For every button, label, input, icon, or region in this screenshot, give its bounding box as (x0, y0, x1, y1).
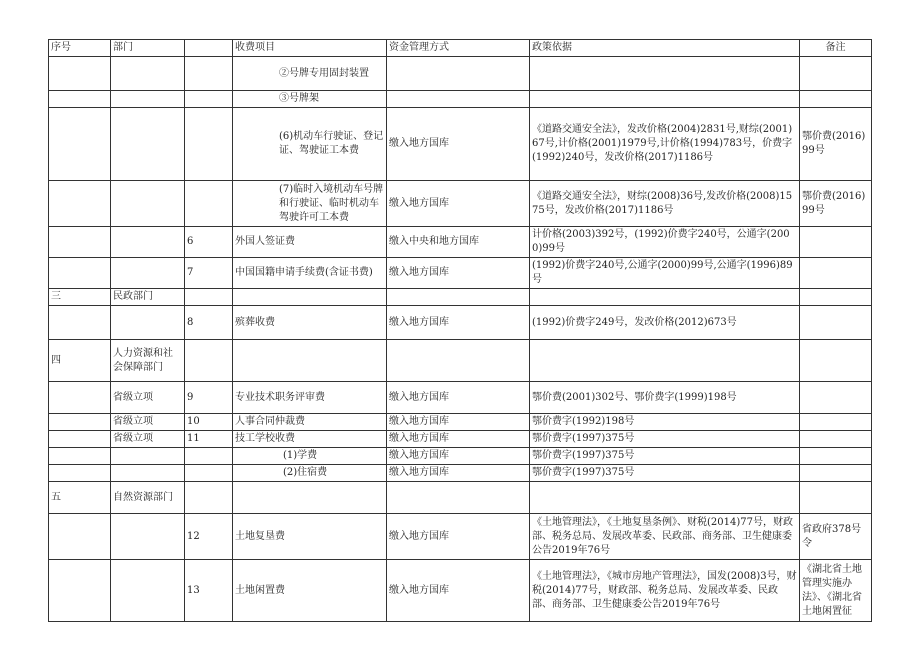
cell-dept (111, 465, 185, 482)
cell-seq (49, 382, 111, 414)
cell-fund: 缴入地方国库 (387, 514, 530, 560)
cell-fund (387, 91, 530, 108)
cell-dept (111, 91, 185, 108)
cell-note (800, 431, 872, 448)
cell-policy: 鄂价费字(1992)198号 (530, 414, 800, 431)
table-row (49, 108, 872, 181)
cell-seq (49, 414, 111, 431)
cell-fund: 缴入地方国库 (387, 414, 530, 431)
cell-num: 10 (185, 414, 233, 431)
cell-policy (530, 91, 800, 108)
cell-dept (111, 181, 185, 227)
table-row (49, 289, 872, 306)
cell-item: (7)临时入境机动车号牌和行驶证、临时机动车驾驶许可工本费 (233, 181, 387, 227)
cell-dept (111, 514, 185, 560)
table-row (49, 57, 872, 91)
cell-item: (6)机动车行驶证、登记证、驾驶证工本费 (233, 108, 387, 181)
header-item: 收费项目 (233, 40, 387, 57)
cell-item: 外国人签证费 (233, 227, 387, 258)
cell-item: 人事合同仲裁费 (233, 414, 387, 431)
cell-note: 省政府378号令 (800, 514, 872, 560)
cell-seq (49, 91, 111, 108)
cell-dept (111, 57, 185, 91)
cell-fund: 缴入地方国库 (387, 181, 530, 227)
table-row (49, 465, 872, 482)
table-row (49, 414, 872, 431)
cell-note (800, 465, 872, 482)
cell-fund (387, 57, 530, 91)
cell-fund: 缴入中央和地方国库 (387, 227, 530, 258)
table-row (49, 258, 872, 289)
cell-note (800, 340, 872, 382)
cell-note (800, 227, 872, 258)
cell-note (800, 306, 872, 340)
cell-dept: 省级立项 (111, 382, 185, 414)
cell-num: 11 (185, 431, 233, 448)
cell-num: 9 (185, 382, 233, 414)
cell-seq: 五 (49, 482, 111, 514)
header-num (185, 40, 233, 57)
cell-policy (530, 289, 800, 306)
cell-dept: 省级立项 (111, 414, 185, 431)
header-dept: 部门 (111, 40, 185, 57)
cell-policy: 《道路交通安全法》，发改价格(2004)2831号,财综(2001)67号,计价格(2001)1979号,计价格(1994)783号，价费字(1992)240号，发改价格(2017)1186号 (530, 108, 800, 181)
table-row (49, 227, 872, 258)
cell-item: 殡葬收费 (233, 306, 387, 340)
cell-policy: 鄂价费(2001)302号、鄂价费字(1999)198号 (530, 382, 800, 414)
cell-num (185, 340, 233, 382)
cell-seq (49, 448, 111, 465)
cell-fund (387, 340, 530, 382)
cell-dept: 省级立项 (111, 431, 185, 448)
cell-num (185, 448, 233, 465)
table-row (49, 306, 872, 340)
cell-item: ②号牌专用固封装置 (233, 57, 387, 91)
cell-num (185, 289, 233, 306)
cell-item (233, 482, 387, 514)
cell-policy: 鄂价费字(1997)375号 (530, 465, 800, 482)
table-row (49, 514, 872, 560)
header-policy: 政策依据 (530, 40, 800, 57)
cell-fund: 缴入地方国库 (387, 382, 530, 414)
cell-num: 8 (185, 306, 233, 340)
cell-policy: (1992)价费字249号，发改价格(2012)673号 (530, 306, 800, 340)
header-row (49, 40, 872, 57)
cell-note: 鄂价费(2016)99号 (800, 108, 872, 181)
cell-seq (49, 227, 111, 258)
cell-fund: 缴入地方国库 (387, 306, 530, 340)
cell-policy: 计价格(2003)392号，(1992)价费字240号，公通字(2000)99号 (530, 227, 800, 258)
cell-fund: 缴入地方国库 (387, 560, 530, 622)
cell-seq (49, 108, 111, 181)
cell-note (800, 91, 872, 108)
cell-num (185, 91, 233, 108)
cell-item: 技工学校收费 (233, 431, 387, 448)
cell-num: 13 (185, 560, 233, 622)
cell-seq (49, 431, 111, 448)
cell-fund (387, 482, 530, 514)
cell-dept (111, 108, 185, 181)
header-fund: 资金管理方式 (387, 40, 530, 57)
cell-seq: 四 (49, 340, 111, 382)
cell-note (800, 57, 872, 91)
cell-note (800, 482, 872, 514)
cell-fund: 缴入地方国库 (387, 431, 530, 448)
cell-note (800, 448, 872, 465)
cell-item: 专业技术职务评审费 (233, 382, 387, 414)
cell-dept (111, 560, 185, 622)
cell-dept (111, 306, 185, 340)
cell-note: 鄂价费(2016)99号 (800, 181, 872, 227)
cell-num (185, 482, 233, 514)
fee-table (48, 39, 872, 622)
cell-seq (49, 306, 111, 340)
cell-dept: 人力资源和社会保障部门 (111, 340, 185, 382)
cell-policy: 鄂价费字(1997)375号 (530, 448, 800, 465)
cell-num (185, 57, 233, 91)
cell-fund (387, 289, 530, 306)
cell-item (233, 289, 387, 306)
cell-num: 6 (185, 227, 233, 258)
cell-fund: 缴入地方国库 (387, 108, 530, 181)
header-seq: 序号 (49, 40, 111, 57)
cell-item: 土地复垦费 (233, 514, 387, 560)
cell-seq (49, 465, 111, 482)
cell-policy: 《土地管理法》，《土地复垦条例》、财税(2014)77号，财政部、税务总局、发展改革委、民政部、商务部、卫生健康委公告2019年76号 (530, 514, 800, 560)
cell-seq: 三 (49, 289, 111, 306)
cell-num (185, 181, 233, 227)
cell-item: 中国国籍申请手续费(含证书费) (233, 258, 387, 289)
table-row (49, 431, 872, 448)
cell-policy: 鄂价费字(1997)375号 (530, 431, 800, 448)
cell-num: 12 (185, 514, 233, 560)
cell-policy (530, 340, 800, 382)
cell-policy: (1992)价费字240号,公通字(2000)99号,公通字(1996)89号 (530, 258, 800, 289)
cell-seq (49, 181, 111, 227)
table-row (49, 482, 872, 514)
cell-seq (49, 514, 111, 560)
cell-item: (1)学费 (233, 448, 387, 465)
cell-dept (111, 448, 185, 465)
header-note: 备注 (800, 40, 872, 57)
cell-note (800, 258, 872, 289)
table-row (49, 560, 872, 622)
cell-policy (530, 482, 800, 514)
cell-seq (49, 560, 111, 622)
table-row (49, 340, 872, 382)
cell-num (185, 108, 233, 181)
cell-dept (111, 227, 185, 258)
table-row (49, 91, 872, 108)
cell-dept: 自然资源部门 (111, 482, 185, 514)
table-row (49, 448, 872, 465)
cell-policy: 《土地管理法》，《城市房地产管理法》，国发(2008)3号，财税(2014)77号，财政部、税务总局、发展改革委、民政部、商务部、卫生健康委公告2019年76号 (530, 560, 800, 622)
cell-policy: 《道路交通安全法》，财综(2008)36号,发改价格(2008)1575号，发改价格(2017)1186号 (530, 181, 800, 227)
cell-num (185, 465, 233, 482)
cell-dept: 民政部门 (111, 289, 185, 306)
cell-seq (49, 258, 111, 289)
cell-fund: 缴入地方国库 (387, 465, 530, 482)
cell-note (800, 414, 872, 431)
cell-item: (2)住宿费 (233, 465, 387, 482)
cell-note (800, 382, 872, 414)
cell-note (800, 289, 872, 306)
cell-num: 7 (185, 258, 233, 289)
cell-policy (530, 57, 800, 91)
cell-item (233, 340, 387, 382)
cell-fund: 缴入地方国库 (387, 448, 530, 465)
cell-seq (49, 57, 111, 91)
cell-item: ③号牌架 (233, 91, 387, 108)
table-row (49, 382, 872, 414)
table-row (49, 181, 872, 227)
cell-dept (111, 258, 185, 289)
cell-fund: 缴入地方国库 (387, 258, 530, 289)
cell-item: 土地闲置费 (233, 560, 387, 622)
cell-note: 《湖北省土地管理实施办法》、《湖北省土地闲置征 (800, 560, 872, 622)
